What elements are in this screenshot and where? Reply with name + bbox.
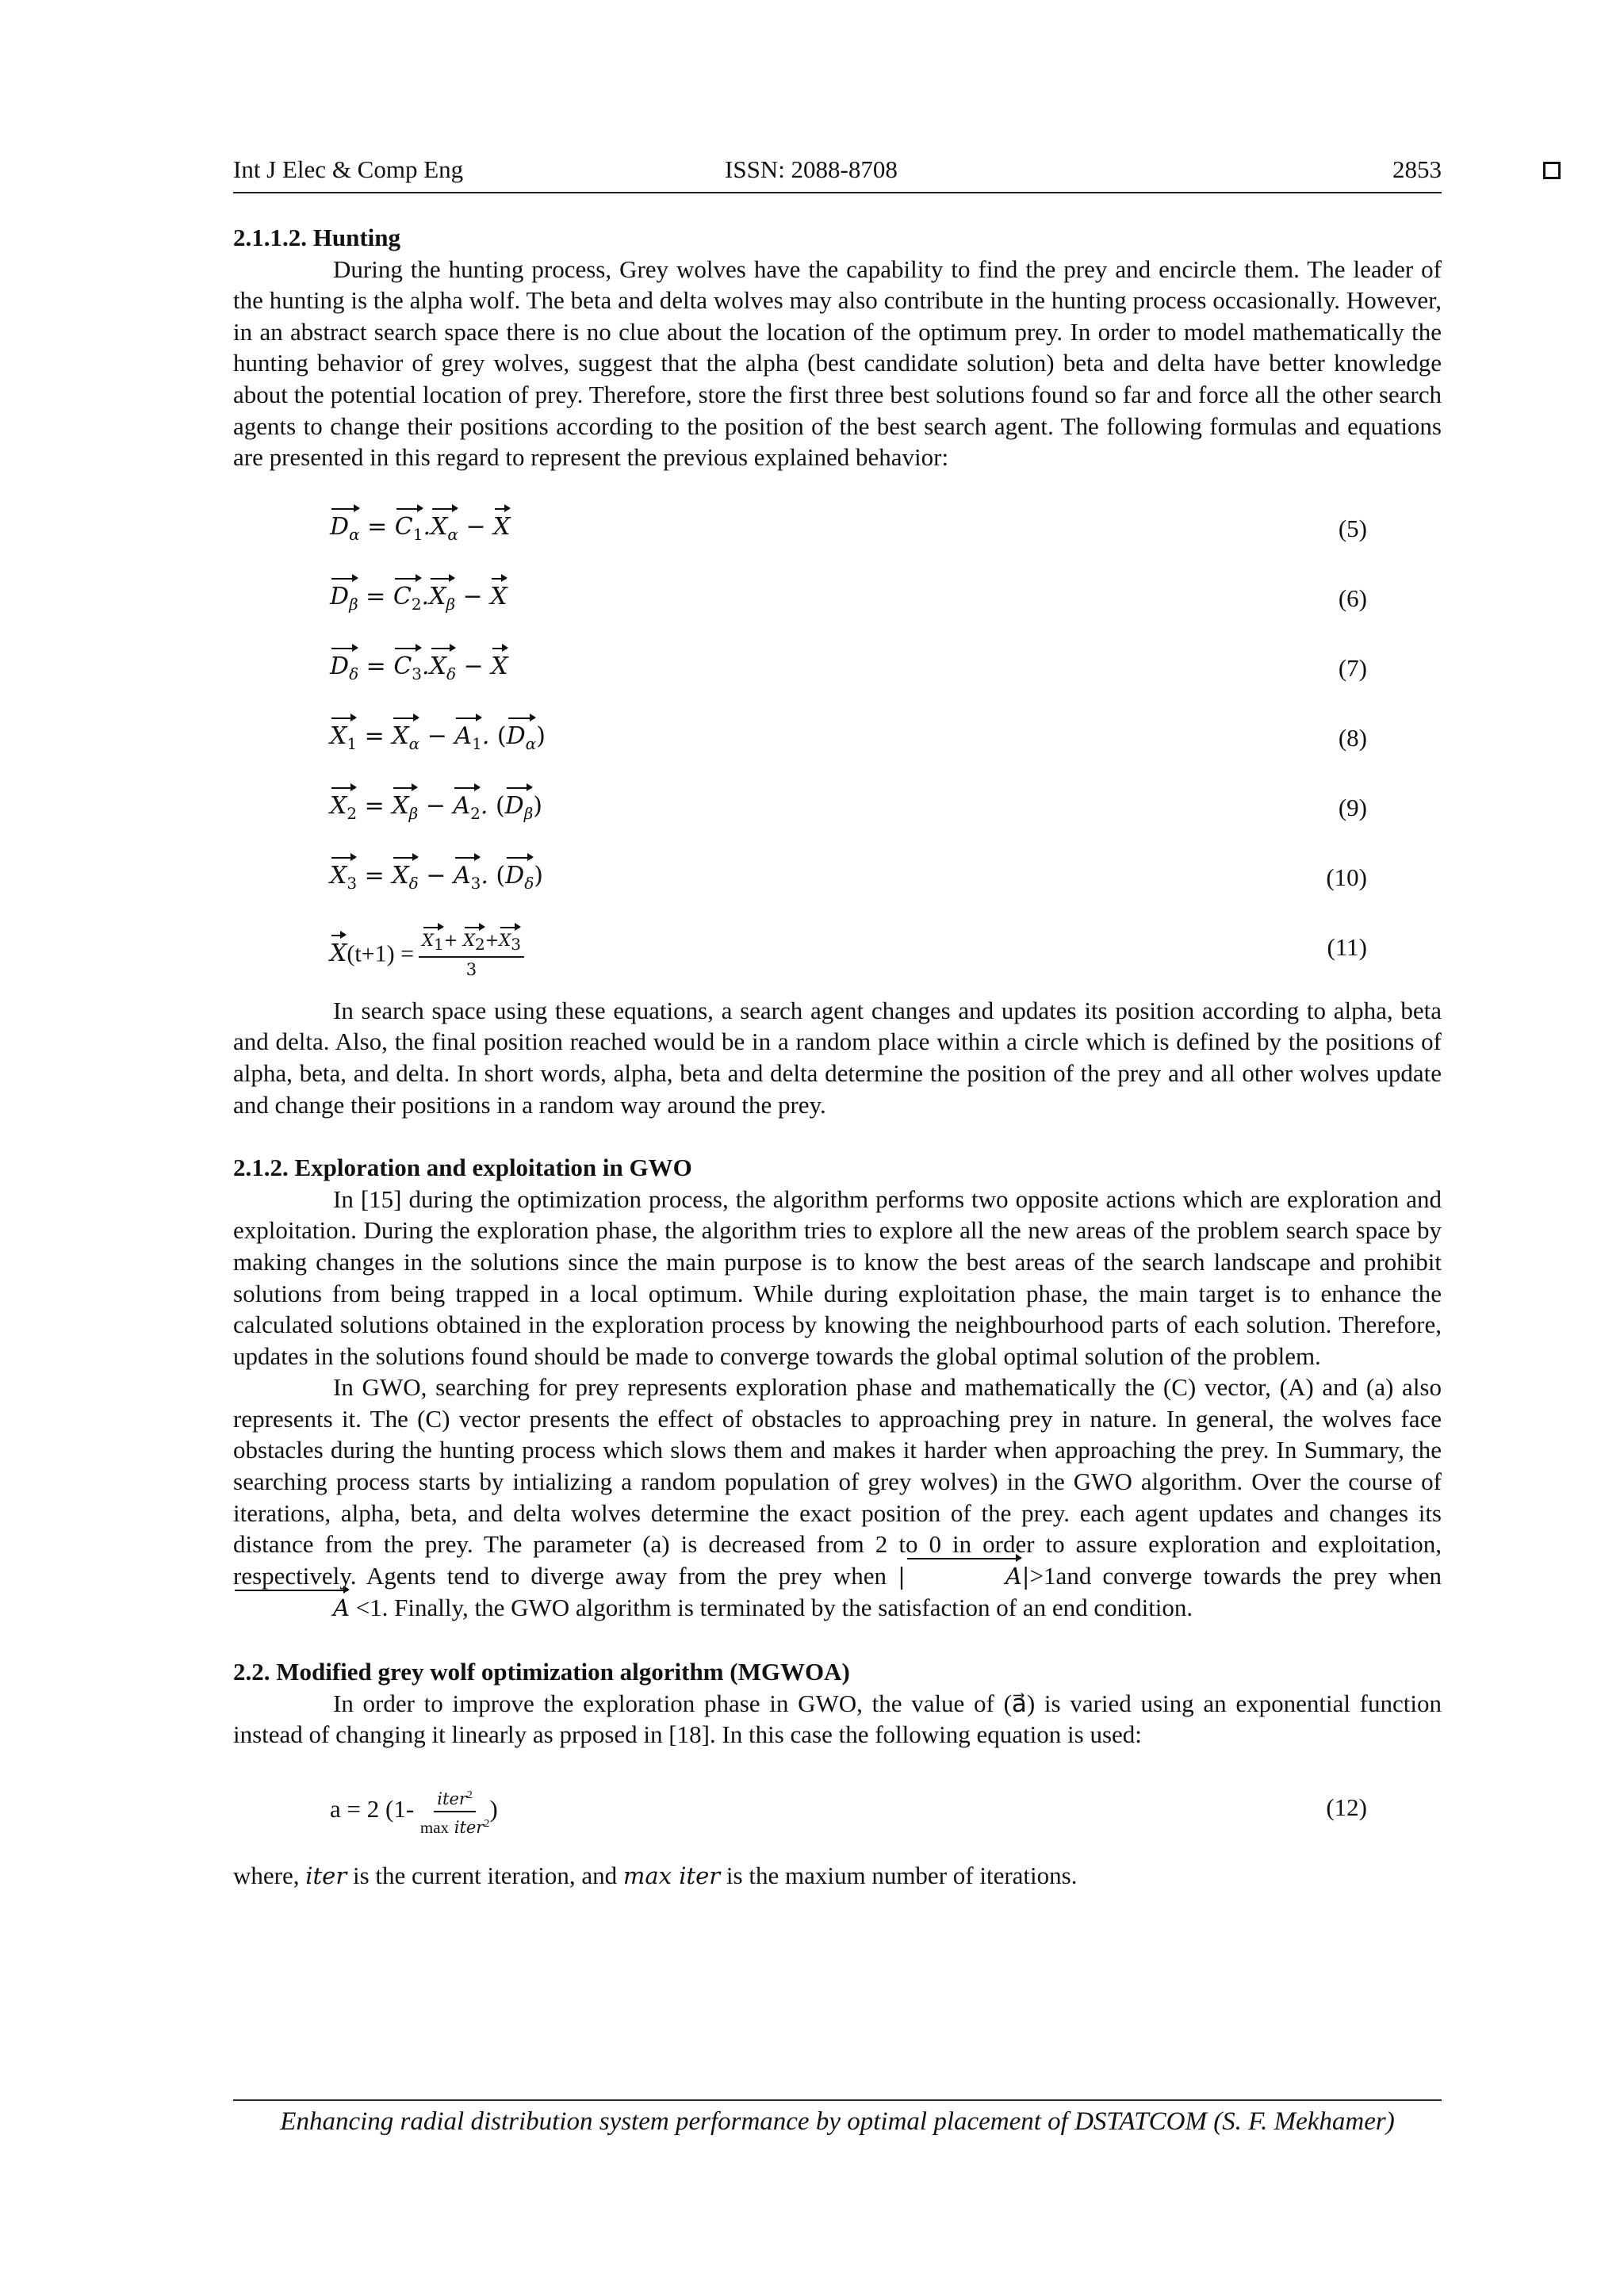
page-number: 2853	[1392, 155, 1442, 183]
equation-number: (10)	[1326, 863, 1367, 891]
equation-10: $X_3 = X_\delta - A_3$. $(D_\delta)$ (10)	[233, 843, 1442, 913]
equation-12: a = 2 (1- $\frac{iter^2}{\max iter^2}$ ) (12)	[233, 1774, 1442, 1846]
section-heading-mgwoa: 2.2. Modified grey wolf optimization algorithm (MGWOA)	[233, 1658, 850, 1686]
equation-number: (7)	[1338, 653, 1367, 682]
page-footer: Enhancing radial distribution system performance by optimal placement of DSTATCOM (S. F. Mekhamer)	[233, 2099, 1442, 2137]
square-bullet-icon	[1543, 162, 1561, 179]
equation-5: $D_\alpha = C_1.X_\alpha - X$ (5)	[233, 494, 1442, 564]
equation-9: $X_2 = X_\beta - A_2$. $(D_\beta)$ (9)	[233, 773, 1442, 843]
exploration-paragraph-1: In [15] during the optimization process, the algorithm performs two opposite actions which are exploration and exploitation. During the exploration phase, the algorithm tries to explore all the new areas of the problem search space by making changes in the solutions since the main purpose is to know the best areas of the search landscape and prohibit solutions from being trapped in a local optimum. While during exploitation phase, the main target is to enhance the calculated solutions obtained in the exploration process by knowing the neighbourhood parts of each solution. Therefore, updates in the solutions found should be made to converge towards the global optimal solution of the problem.	[233, 1184, 1442, 1370]
equation-7: $D_\delta = C_3.X_\delta - X$ (7)	[233, 633, 1442, 703]
equation-number: (6)	[1338, 584, 1367, 612]
journal-name: Int J Elec & Comp Eng	[233, 155, 464, 183]
running-head	[233, 155, 1442, 193]
equation-number: (9)	[1338, 793, 1367, 821]
equation-number: (11)	[1327, 932, 1367, 961]
issn: ISSN: 2088-8708	[725, 155, 898, 183]
equation-11: X(t+1) = $\frac{X_1+ X_2+X_3}{3}$ (11)	[330, 930, 1367, 979]
equation-8: $X_1 = X_\alpha - A_1$. $(D_\alpha)$ (8)	[233, 703, 1442, 773]
equation-number: (5)	[1338, 514, 1367, 542]
hunting-paragraph-1: During the hunting process, Grey wolves have the capability to find the prey and encircle them. The leader of the hunting is the alpha wolf. The beta and delta wolves may also contribute in the hunting process occasionally. However, in an abstract search space there is no clue about the location of the optimum prey. In order to model mathematically the hunting behavior of grey wolves, suggest that the alpha (best candidate solution) beta and delta have better knowledge about the potential location of prey. Therefore, store the first three best solutions found so far and force all the other search agents to change their positions according to the position of the best search agent. The following formulas and equations are presented in this regard to represent the previous explained behavior:	[233, 254, 1442, 472]
where-clause: where, iter is the current iteration, and max iter is the maxium number of iterations.	[233, 1861, 1078, 1889]
section-heading-hunting: 2.1.1.2. Hunting	[233, 224, 401, 251]
mgwoa-paragraph-1: In order to improve the exploration phase in GWO, the value of (a⃗) is varied using an exponential function instead of changing it linearly as prposed in [18]. In this case the following equation is used:	[233, 1689, 1442, 1749]
equation-6: $D_\beta = C_2.X_\beta - X$ (6)	[233, 564, 1442, 633]
equation-number: (8)	[1338, 723, 1367, 752]
section-heading-exploration: 2.1.2. Exploration and exploitation in GWO	[233, 1154, 692, 1182]
hunting-paragraph-2: In search space using these equations, a search agent changes and updates its position according to alpha, beta and delta. Also, the final position reached would be in a random place within a circle which is defined by the positions of alpha, beta, and delta. In short words, alpha, beta and delta determine the position of the prey and all other wolves update and change their positions in a random way around the prey.	[233, 996, 1442, 1119]
exploration-paragraph-2: In GWO, searching for prey represents exploration phase and mathematically the (C) vector, (A) and (a) also represents it. The (C) vector presents the effect of obstacles to approaching prey in nature. In general, the wolves face obstacles during the hunting process which slows them and makes it harder when approaching the prey. In Summary, the searching process starts by intializing a random population of grey wolves) in the GWO algorithm. Over the course of iterations, alpha, beta, and delta wolves determine the exact position of the prey. each agent updates and changes its distance from the prey. The parameter (a) is decreased from 2 to 0 in order to assure exploration and exploitation, respectively. Agents tend to diverge away from the prey when | A|>1and converge towards the prey when A <1. Finally, the GWO algorithm is terminated by the satisfaction of an end condition.	[233, 1372, 1442, 1624]
body-content	[233, 222, 1442, 1892]
equation-number: (12)	[1326, 1793, 1367, 1821]
